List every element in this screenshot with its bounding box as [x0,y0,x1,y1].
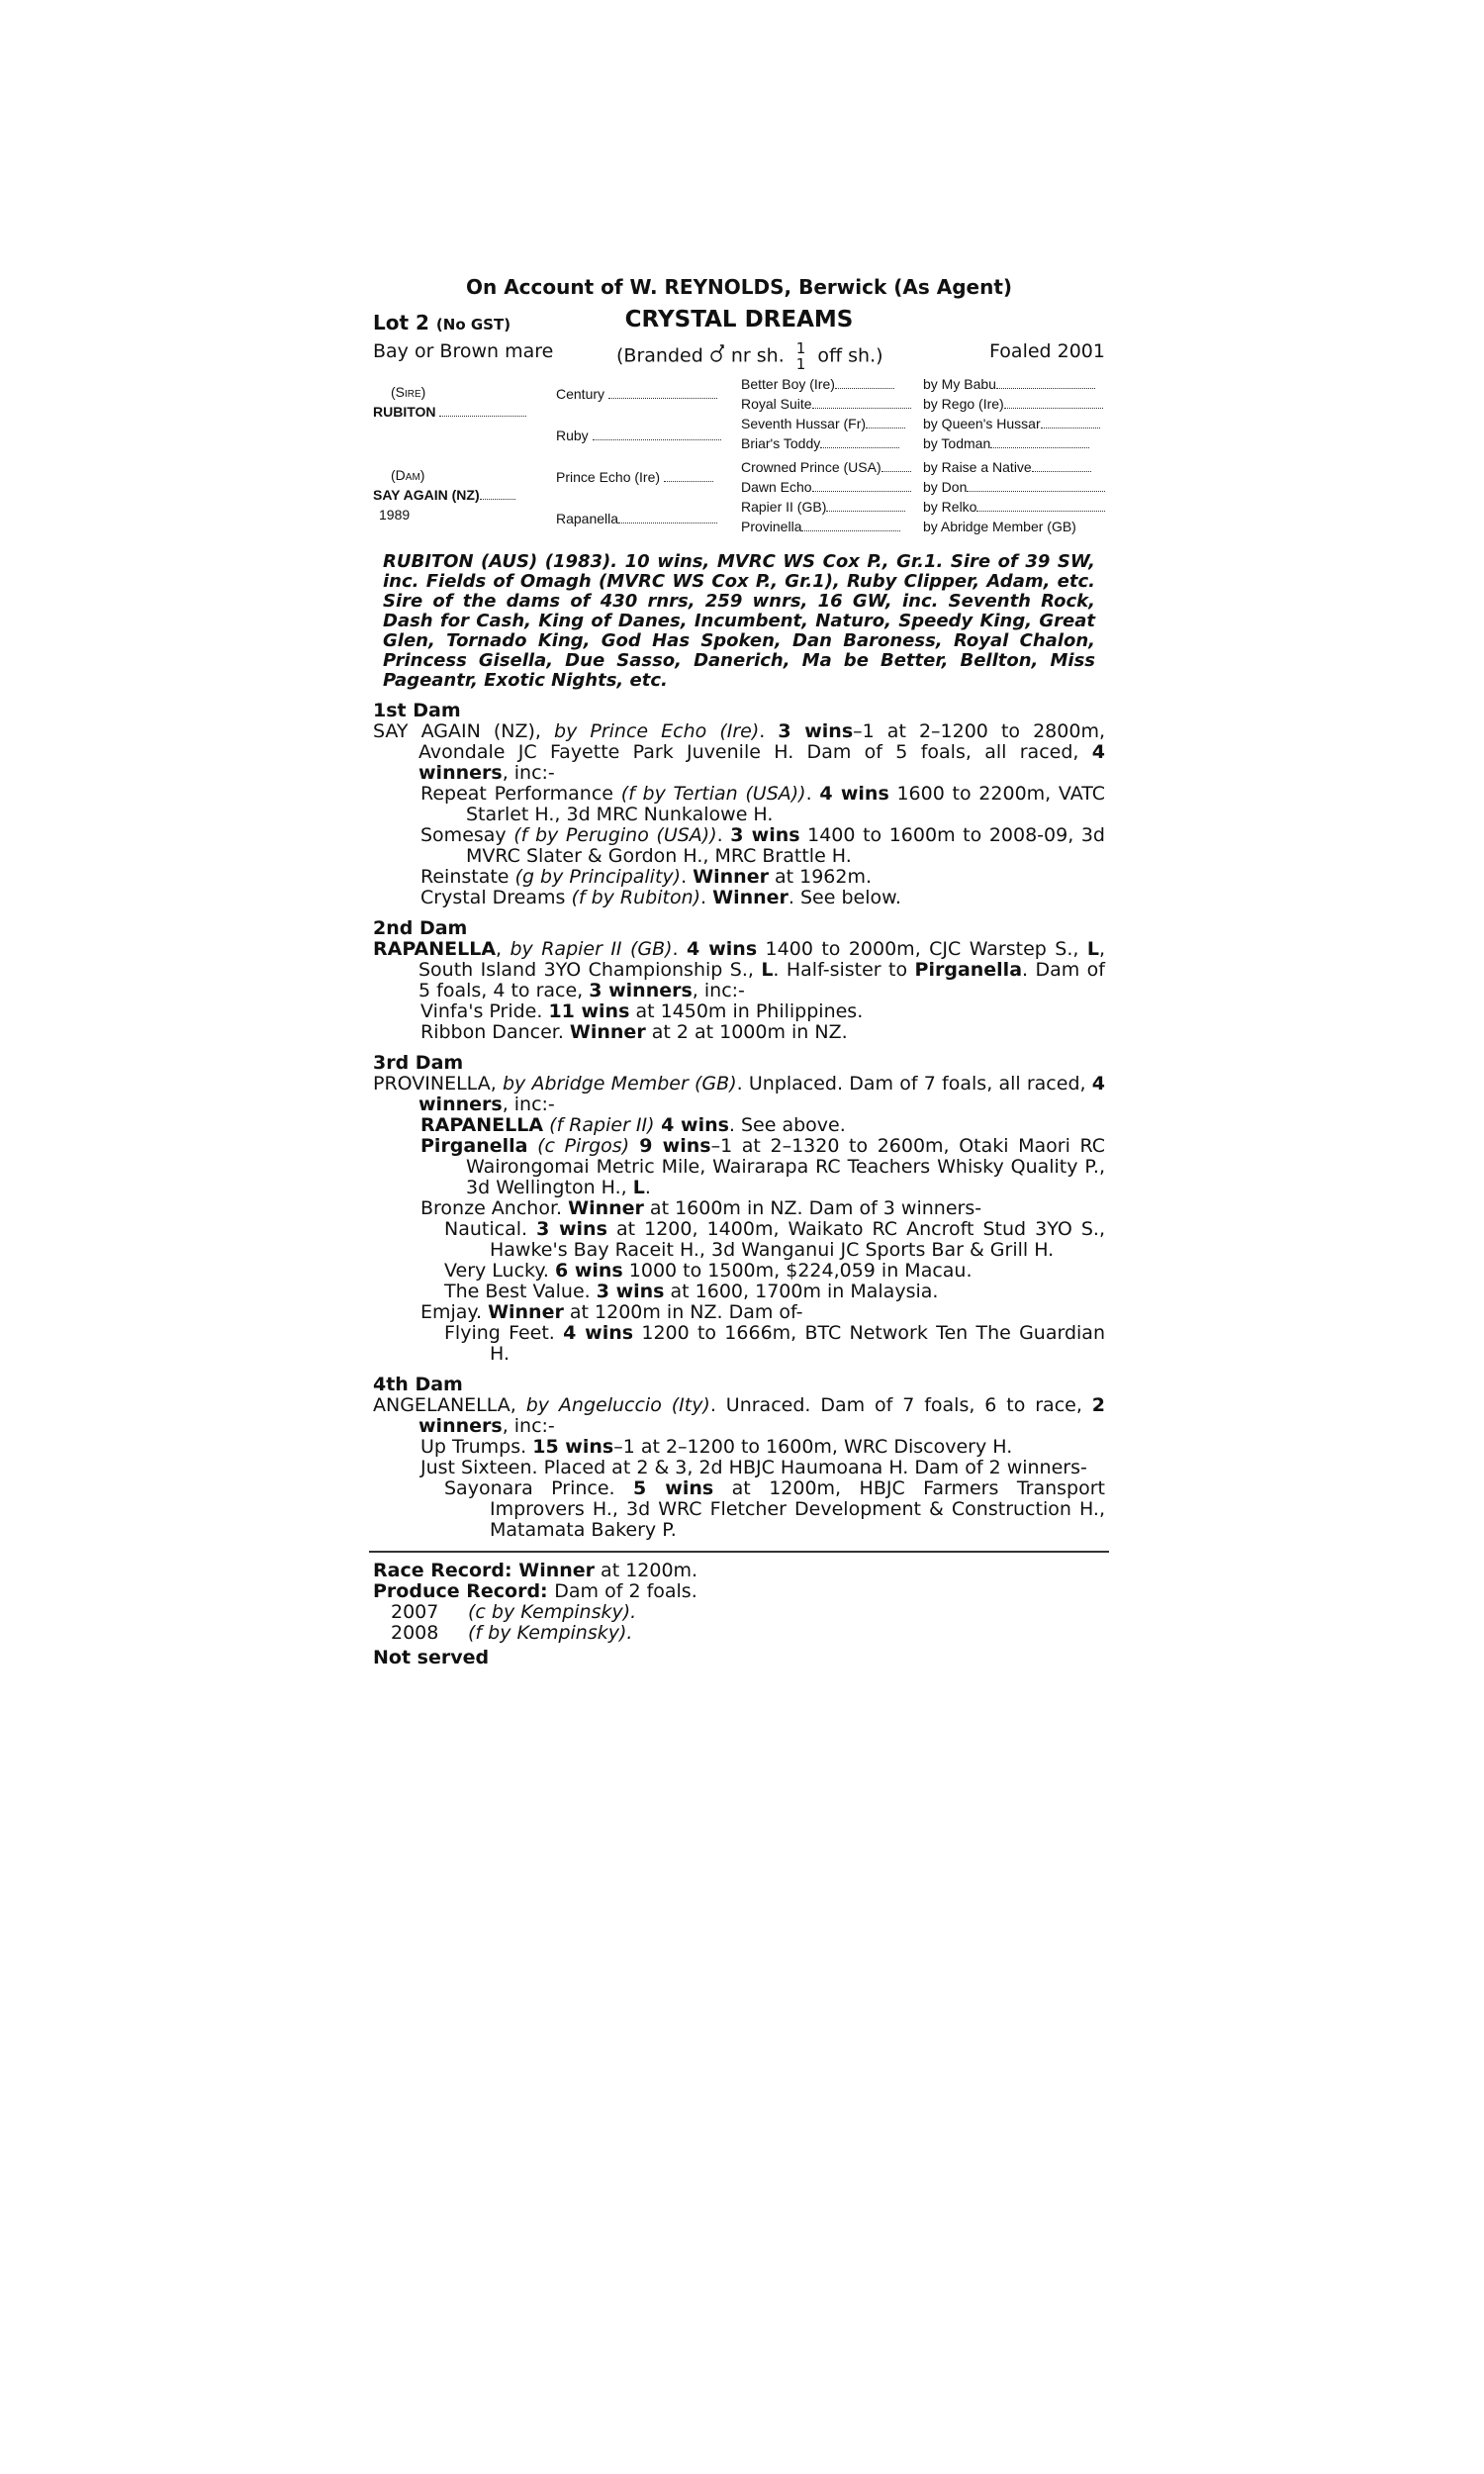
produce-record: Produce Record: Dam of 2 foals. [373,1580,697,1602]
dam-name: SAY AGAIN (NZ) [373,487,543,503]
section-1st-dam-title: 1st Dam [373,700,461,721]
race-record: Race Record: Winner at 1200m. [373,1560,698,1581]
pedigree-g2-item: Seventh Hussar (Fr) [741,416,915,431]
dam3-progeny-item: Pirganella (c Pirgos) 9 wins–1 at 2–1320 to 2600m, Otaki Maori RC Wairongomai Metric Mile, Wairarapa RC Teachers Whisky Quality P., 3d Wellington H., L. [420,1135,1105,1198]
dam3-intro: PROVINELLA, by Abridge Member (GB). Unplaced. Dam of 7 foals, all raced, 4 winners, inc:- [373,1073,1105,1115]
pedigree-g2-item: Better Boy (Ire) [741,376,915,392]
pedigree-g2-item: Crowned Prince (USA) [741,459,915,475]
pedigree-g1-item: Prince Echo (Ire) [556,469,726,485]
produce-item: 2008 (f by Kempinsky). [391,1622,633,1644]
pedigree-g3-item: by Raise a Native [923,459,1105,475]
pedigree-g2-item: Royal Suite [741,396,915,412]
dam2-progeny-item: Ribbon Dancer. Winner at 2 at 1000m in NZ. [420,1021,848,1043]
dam4-intro: ANGELANELLA, by Angeluccio (Ity). Unraced. Dam of 7 foals, 6 to race, 2 winners, inc:- [373,1394,1106,1437]
brand-symbol-icon [709,342,725,364]
pedigree-g3-item: by Queen's Hussar [923,416,1105,431]
brand-fraction: 1 1 [795,339,806,373]
catalogue-page [373,267,1105,1668]
dam4-progeny-item: Just Sixteen. Placed at 2 & 3, 2d HBJC Haumoana H. Dam of 2 winners- [420,1457,1087,1478]
pedigree-g3-item: by Rego (Ire) [923,396,1105,412]
dam2-intro: RAPANELLA, by Rapier II (GB). 4 wins 1400 to 2000m, CJC Warstep S., L, South Island 3YO Championship S., L. Half-sister to Pirganella. Dam of 5 foals, 4 to race, 3 winners, inc:- [373,938,1105,1001]
sire-label: (Sire) [391,384,426,400]
pedigree-g2-item: Rapier II (GB) [741,499,915,515]
gst-note: (No GST) [435,316,511,333]
dam2-progeny-item: Vinfa's Pride. 11 wins at 1450m in Philippines. [420,1000,864,1022]
dam3-grandprogeny-item: Nautical. 3 wins at 1200, 1400m, Waikato RC Ancroft Stud 3YO S., Hawke's Bay Raceit H., 3d Wanganui JC Sports Bar & Grill H. [444,1218,1105,1261]
dam4-progeny-item: Up Trumps. 15 wins–1 at 2–1200 to 1600m, WRC Discovery H. [420,1436,1013,1458]
dam1-progeny-item: Crystal Dreams (f by Rubiton). Winner. See below. [420,887,901,908]
dam3-grandprogeny-item: Flying Feet. 4 wins 1200 to 1666m, BTC Network Ten The Guardian H. [444,1322,1105,1365]
lot-number: Lot 2 (No GST) [373,311,511,334]
section-2nd-dam-title: 2nd Dam [373,917,468,939]
horse-sex: Bay or Brown mare [373,340,554,362]
dam1-progeny-item: Repeat Performance (f by Tertian (USA)). 4 wins 1600 to 2200m, VATC Starlet H., 3d MRC Nunkalowe H. [420,783,1105,825]
dam1-progeny-item: Somesay (f by Perugino (USA)). 3 wins 1400 to 1600m to 2008-09, 3d MVRC Slater & Gordon H., MRC Brattle H. [420,824,1105,867]
dam1-progeny-item: Reinstate (g by Principality). Winner at 1962m. [420,866,873,888]
breeding-status: Not served [373,1647,490,1668]
pedigree-g2-item: Dawn Echo [741,479,915,495]
pedigree-g1-item: Ruby [556,428,726,443]
dam1-intro: SAY AGAIN (NZ), by Prince Echo (Ire). 3 wins–1 at 2–1200 to 2800m, Avondale JC Fayette Park Juvenile H. Dam of 5 foals, all raced, 4 winners, inc:- [373,720,1105,784]
foaled-year: Foaled 2001 [989,340,1105,362]
lot-row [373,307,1105,333]
pedigree-g2-item: Briar's Toddy [741,435,915,451]
pedigree-g3-item: by Todman [923,435,1105,451]
dam-year: 1989 [379,507,411,523]
dam-label: (Dam) [391,467,425,483]
pedigree-g3-item: by My Babu [923,376,1105,392]
dam3-grandprogeny-item: The Best Value. 3 wins at 1600, 1700m in Malaysia. [444,1281,939,1302]
pedigree-table [373,374,1105,544]
pedigree-g1-item: Rapanella [556,511,726,526]
dam4-grandprogeny-item: Sayonara Prince. 5 wins at 1200m, HBJC Farmers Transport Improvers H., 3d WRC Fletcher Development & Construction H., Matamata Bakery P. [444,1477,1105,1541]
produce-item: 2007 (c by Kempinsky). [391,1601,637,1623]
section-4th-dam-title: 4th Dam [373,1374,463,1395]
brand-marks: (Branded nr sh. 1 1 off sh.) [616,339,883,373]
sire-name: RUBITON [373,404,543,420]
vendor-heading: On Account of W. REYNOLDS, Berwick (As Agent) [465,275,1013,299]
pedigree-g3-item: by Relko [923,499,1105,515]
horse-name: CRYSTAL DREAMS [624,307,854,333]
description-row [373,333,1105,373]
dam3-progeny-item: Emjay. Winner at 1200m in NZ. Dam of- [420,1301,803,1323]
pedigree-g1-item: Century [556,386,726,402]
sire-summary: RUBITON (AUS) (1983). 10 wins, MVRC WS Cox P., Gr.1. Sire of 39 SW, inc. Fields of Omagh (MVRC WS Cox P., Gr.1), Ruby Clipper, Adam, etc. Sire of the dams of 430 rnrs, 259 wnrs, 16 GW, inc. Seventh Rock, Dash for Cash, King of Danes, Incumbent, Naturo, Speedy King, Great Glen, Tornado King, God Has Spoken, Dan Baroness, Royal Chalon, Princess Gisella, Due Sasso, Danerich, Ma be Better, Bellton, Miss Pageantr, Exotic Nights, etc. [383,551,1095,691]
pedigree-g3-item: by Don [923,479,1105,495]
section-3rd-dam-title: 3rd Dam [373,1052,464,1074]
dam3-progeny-item: RAPANELLA (f Rapier II) 4 wins. See above. [420,1114,846,1136]
pedigree-g2-item: Provinella [741,519,915,534]
divider [369,1551,1109,1553]
dam3-progeny-item: Bronze Anchor. Winner at 1600m in NZ. Dam of 3 winners- [420,1197,982,1219]
dam3-grandprogeny-item: Very Lucky. 6 wins 1000 to 1500m, $224,059 in Macau. [444,1260,973,1282]
pedigree-g3-item: by Abridge Member (GB) [923,519,1076,534]
